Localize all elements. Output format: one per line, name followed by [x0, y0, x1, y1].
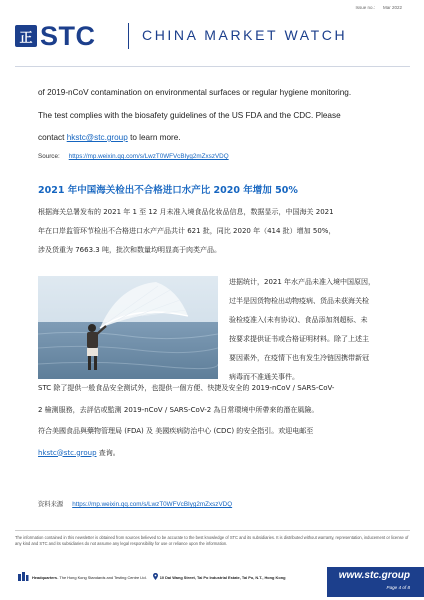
zh-source-label: 资料来源 [38, 501, 64, 508]
zh-email-link[interactable]: hkstc@stc.group [38, 448, 97, 457]
article-heading: 2021 年中国海关检出不合格进口水产比 2020 年增加 50% [38, 185, 298, 196]
hq-label: Headquarters [32, 574, 58, 580]
zh-p1-line-3: 涉及货重为 7663.3 吨，批次和数量均明显高于肉类产品。 [38, 245, 221, 254]
issue-date: Mar 2022 [382, 5, 402, 10]
zh-paragraph-2 [229, 273, 392, 386]
zh-p1-line-2: 年在口岸监管环节检出不合格进口水产产品共计 621 批，同比 2020 年（414 批）增加 50%， [38, 226, 336, 235]
zh-p3-line-1: STC 除了提供一般食品安全测试外，也提供一個方便、快捷及安全的 2019-nCoV / SARS-CoV- [38, 384, 335, 392]
footer-brand-box [327, 567, 424, 597]
zh-p3-line-4: hkstc@stc.group 查询。 [38, 448, 120, 457]
page-number: Page 4 of 8 [386, 585, 410, 590]
zh-p2-line-2: 过半是因货物检出动物疫病、货品未获海关检 [229, 296, 369, 305]
en-line-2: The test complies with the biosafety guidelines of the US FDA and the CDC. Please [38, 110, 341, 120]
building-icon [17, 572, 29, 582]
location-pin-icon [153, 573, 158, 581]
website[interactable]: www.stc.group [338, 570, 410, 581]
zh-p3-line-3: 符合美國食品與藥物管理局 (FDA) 及 美國疾病防治中心 (CDC) 的安全指引。欢迎电邮至 [38, 427, 314, 435]
hq-address: 10 Dai Wang Street, Tai Po Industrial Estate, Tai Po, N.T., Hong Kong [159, 574, 286, 580]
en-line-3: contact hkstc@stc.group to learn more. [38, 133, 181, 142]
zh-p1-line-1: 根据海关总署发布的 2021 年 1 至 12 月未准入境食品化妆品信息，数据显示，中国海关 2021 [38, 208, 334, 216]
zh-p2-line-4: 按要求提供证书或合格证明材料。除了上述主 [229, 334, 369, 343]
zh-source-link[interactable]: https://mp.weixin.qq.com/s/LwzT0WFVcBIyg2mZxszVDQ [72, 501, 233, 508]
en-source [38, 153, 229, 160]
headquarters-info [17, 572, 285, 582]
logo-mark-icon: 正 [15, 25, 37, 47]
zh-p2-line-3: 验检疫准入(未有协议)、食品添加剂超标、未 [229, 315, 368, 324]
zh-p2-line-5: 要因素外，在疫情下也有发生冷链因携带新冠 [229, 353, 369, 362]
en-line-1: of 2019-nCoV contamination on environmental surfaces or regular hygiene monitoring. [38, 88, 352, 97]
header-rule [15, 66, 410, 67]
disclaimer: The information contained in this newsletter is obtained from sources believed to be accurate to the best knowledge of STC and its subsidiaries. It is distributed without warranty, representation, inducement or license of any kind and STC and its subsidiaries do not assume any legal responsibility for use or reliance upon the information. [15, 535, 409, 546]
zh-p3-line-2: 2 檢測服務，去評估或監測 2019-nCoV / SARS-CoV-2 為日常環境中所帶來的潛在風險。 [38, 405, 319, 414]
fisherman-photo [38, 276, 218, 379]
zh-source [38, 499, 232, 508]
email-link[interactable]: hkstc@stc.group [66, 133, 128, 142]
logo-text: STC [40, 20, 96, 51]
hq-company: - The Hong Kong Standards and Testing Centre Ltd. [57, 574, 147, 580]
stc-logo [15, 20, 96, 51]
source-label: Source: [38, 153, 60, 160]
footer-rule [15, 530, 410, 531]
source-link[interactable]: https://mp.weixin.qq.com/s/LwzT0WFVcBIyg2mZxszVDQ [68, 153, 229, 160]
en-paragraph [38, 82, 393, 150]
zh-p2-line-1: 进据统计，2021 年水产品未准入境中国原因， [229, 278, 376, 286]
zh-paragraph-1 [38, 203, 393, 260]
zh-paragraph-3 [38, 378, 393, 464]
newsletter-title: CHINA MARKET WATCH [142, 27, 348, 43]
issue-info [347, 5, 402, 10]
zh-p2-line-6: 病毒而不准通关事件。 [229, 372, 299, 381]
header-divider [128, 23, 129, 49]
issue-label: Issue no.: [355, 5, 375, 10]
